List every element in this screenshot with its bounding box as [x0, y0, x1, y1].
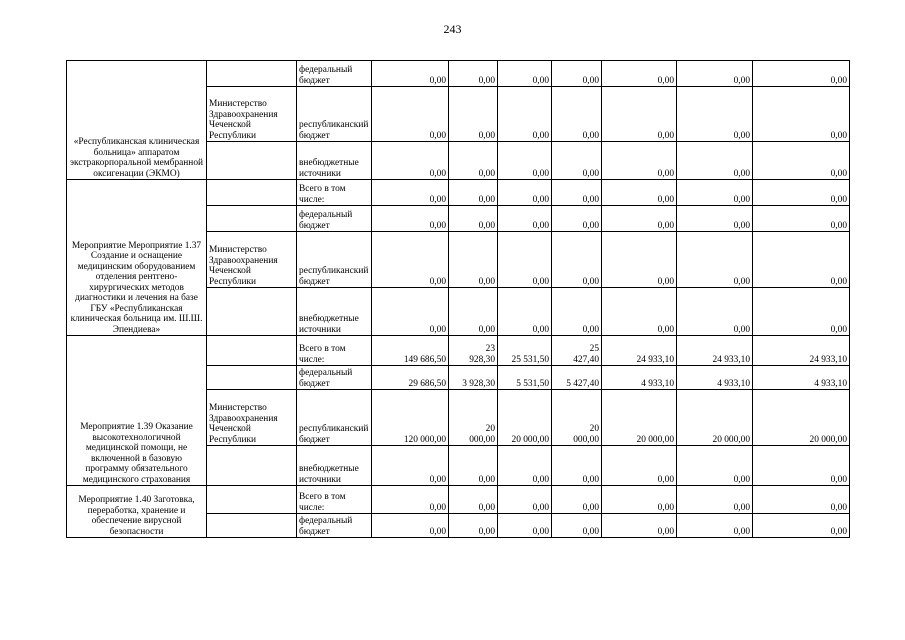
amount-cell: 0,00 — [753, 206, 850, 232]
responsible-cell: Министерство Здравоохранения Чеченской Республики — [207, 390, 297, 446]
funding-source-cell: федеральный бюджет — [297, 206, 372, 232]
funding-source-cell: Всего в том числе: — [297, 336, 372, 366]
amount-cell: 20 000,00 — [677, 390, 753, 446]
amount-cell: 0,00 — [753, 61, 850, 87]
amount-cell: 0,00 — [372, 514, 449, 538]
amount-cell: 0,00 — [753, 232, 850, 288]
amount-cell: 0,00 — [552, 206, 602, 232]
amount-cell: 4 933,10 — [753, 366, 850, 390]
amount-cell: 0,00 — [602, 61, 677, 87]
amount-cell: 0,00 — [602, 232, 677, 288]
amount-cell: 0,00 — [552, 232, 602, 288]
amount-cell: 0,00 — [498, 486, 552, 514]
amount-cell: 0,00 — [602, 446, 677, 486]
funding-source-cell: республиканский бюджет — [297, 232, 372, 288]
funding-source-cell: федеральный бюджет — [297, 366, 372, 390]
amount-cell: 0,00 — [449, 446, 498, 486]
amount-cell: 0,00 — [449, 514, 498, 538]
amount-cell: 0,00 — [677, 514, 753, 538]
funding-source-cell: республиканский бюджет — [297, 87, 372, 142]
amount-cell: 0,00 — [449, 142, 498, 180]
amount-cell: 0,00 — [449, 232, 498, 288]
amount-cell: 0,00 — [372, 87, 449, 142]
amount-cell: 0,00 — [753, 486, 850, 514]
amount-cell: 29 686,50 — [372, 366, 449, 390]
amount-cell: 25 427,40 — [552, 336, 602, 366]
funding-source-cell: внебюджетные источники — [297, 446, 372, 486]
amount-cell: 0,00 — [753, 514, 850, 538]
amount-cell: 0,00 — [449, 61, 498, 87]
amount-cell: 0,00 — [753, 180, 850, 206]
responsible-cell — [207, 514, 297, 538]
amount-cell: 0,00 — [552, 446, 602, 486]
amount-cell: 0,00 — [498, 61, 552, 87]
amount-cell: 0,00 — [602, 206, 677, 232]
amount-cell: 24 933,10 — [602, 336, 677, 366]
amount-cell: 0,00 — [498, 180, 552, 206]
amount-cell: 5 531,50 — [498, 366, 552, 390]
amount-cell: 0,00 — [449, 87, 498, 142]
amount-cell: 0,00 — [552, 142, 602, 180]
amount-cell: 0,00 — [449, 180, 498, 206]
amount-cell: 0,00 — [677, 486, 753, 514]
amount-cell: 0,00 — [602, 486, 677, 514]
table-row — [67, 61, 850, 87]
amount-cell: 20 000,00 — [602, 390, 677, 446]
amount-cell: 149 686,50 — [372, 336, 449, 366]
amount-cell: 0,00 — [753, 446, 850, 486]
amount-cell: 0,00 — [677, 180, 753, 206]
amount-cell: 0,00 — [372, 142, 449, 180]
responsible-cell — [207, 366, 297, 390]
amount-cell: 24 933,10 — [677, 336, 753, 366]
funding-source-cell: федеральный бюджет — [297, 514, 372, 538]
amount-cell: 4 933,10 — [677, 366, 753, 390]
funding-source-cell: федеральный бюджет — [297, 61, 372, 87]
amount-cell: 0,00 — [498, 446, 552, 486]
amount-cell: 0,00 — [498, 87, 552, 142]
responsible-cell — [207, 142, 297, 180]
budget-table — [66, 60, 850, 538]
event-name-cell: Мероприятие 1.40 Заготовка, переработка, хранение и обеспечение вирусной безопасности — [67, 486, 207, 538]
event-name-cell: Мероприятие Мероприятие 1.37 Создание и оснащение медицинским оборудованием отделения рентгено-хирургических методов диагностики и лечения на базе ГБУ «Республиканская клиническая больница им. Ш.Ш. Эпендиева» — [67, 180, 207, 336]
amount-cell: 0,00 — [552, 288, 602, 336]
amount-cell: 0,00 — [753, 288, 850, 336]
amount-cell: 0,00 — [552, 486, 602, 514]
amount-cell: 0,00 — [753, 142, 850, 180]
amount-cell: 0,00 — [552, 61, 602, 87]
amount-cell: 0,00 — [498, 206, 552, 232]
table-row — [67, 486, 850, 514]
amount-cell: 24 933,10 — [753, 336, 850, 366]
amount-cell: 20 000,00 — [498, 390, 552, 446]
amount-cell: 0,00 — [372, 288, 449, 336]
amount-cell: 0,00 — [372, 446, 449, 486]
funding-source-cell: Всего в том числе: — [297, 486, 372, 514]
amount-cell: 0,00 — [602, 180, 677, 206]
amount-cell: 0,00 — [372, 61, 449, 87]
amount-cell: 20 000,00 — [552, 390, 602, 446]
amount-cell: 0,00 — [753, 87, 850, 142]
amount-cell: 0,00 — [552, 87, 602, 142]
table-body — [67, 61, 850, 538]
amount-cell: 20 000,00 — [449, 390, 498, 446]
amount-cell: 0,00 — [372, 486, 449, 514]
amount-cell: 120 000,00 — [372, 390, 449, 446]
amount-cell: 0,00 — [677, 142, 753, 180]
table-row — [67, 180, 850, 206]
amount-cell: 0,00 — [602, 288, 677, 336]
amount-cell: 0,00 — [372, 180, 449, 206]
amount-cell: 0,00 — [602, 142, 677, 180]
amount-cell: 0,00 — [498, 288, 552, 336]
responsible-cell — [207, 206, 297, 232]
amount-cell: 5 427,40 — [552, 366, 602, 390]
amount-cell: 0,00 — [449, 206, 498, 232]
amount-cell: 0,00 — [677, 206, 753, 232]
amount-cell: 0,00 — [449, 486, 498, 514]
responsible-cell: Министерство Здравоохранения Чеченской Республики — [207, 232, 297, 288]
funding-source-cell: республиканский бюджет — [297, 390, 372, 446]
page-number: 243 — [443, 22, 462, 36]
responsible-cell: Министерство Здравоохранения Чеченской Республики — [207, 87, 297, 142]
responsible-cell — [207, 336, 297, 366]
amount-cell: 0,00 — [677, 232, 753, 288]
responsible-cell — [207, 288, 297, 336]
event-name-cell: Мероприятие 1.39 Оказание высокотехнологичной медицинской помощи, не включенной в базовую программу обязательного медицинского страхования — [67, 336, 207, 486]
amount-cell: 0,00 — [677, 87, 753, 142]
responsible-cell — [207, 61, 297, 87]
amount-cell: 0,00 — [498, 232, 552, 288]
amount-cell: 0,00 — [498, 142, 552, 180]
amount-cell: 0,00 — [602, 87, 677, 142]
amount-cell: 0,00 — [449, 288, 498, 336]
amount-cell: 3 928,30 — [449, 366, 498, 390]
amount-cell: 0,00 — [677, 288, 753, 336]
funding-source-cell: Всего в том числе: — [297, 180, 372, 206]
amount-cell: 0,00 — [372, 232, 449, 288]
amount-cell: 25 531,50 — [498, 336, 552, 366]
amount-cell: 20 000,00 — [753, 390, 850, 446]
amount-cell: 0,00 — [372, 206, 449, 232]
amount-cell: 23 928,30 — [449, 336, 498, 366]
event-name-cell: «Республиканская клиническая больница» аппаратом экстракорпоральной мембранной оксигенации (ЭКМО) — [67, 61, 207, 180]
amount-cell: 0,00 — [602, 514, 677, 538]
amount-cell: 0,00 — [498, 514, 552, 538]
amount-cell: 4 933,10 — [602, 366, 677, 390]
funding-source-cell: внебюджетные источники — [297, 142, 372, 180]
table-row — [67, 336, 850, 366]
amount-cell: 0,00 — [552, 514, 602, 538]
responsible-cell — [207, 486, 297, 514]
responsible-cell — [207, 180, 297, 206]
amount-cell: 0,00 — [677, 61, 753, 87]
amount-cell: 0,00 — [677, 446, 753, 486]
funding-source-cell: внебюджетные источники — [297, 288, 372, 336]
responsible-cell — [207, 446, 297, 486]
amount-cell: 0,00 — [552, 180, 602, 206]
